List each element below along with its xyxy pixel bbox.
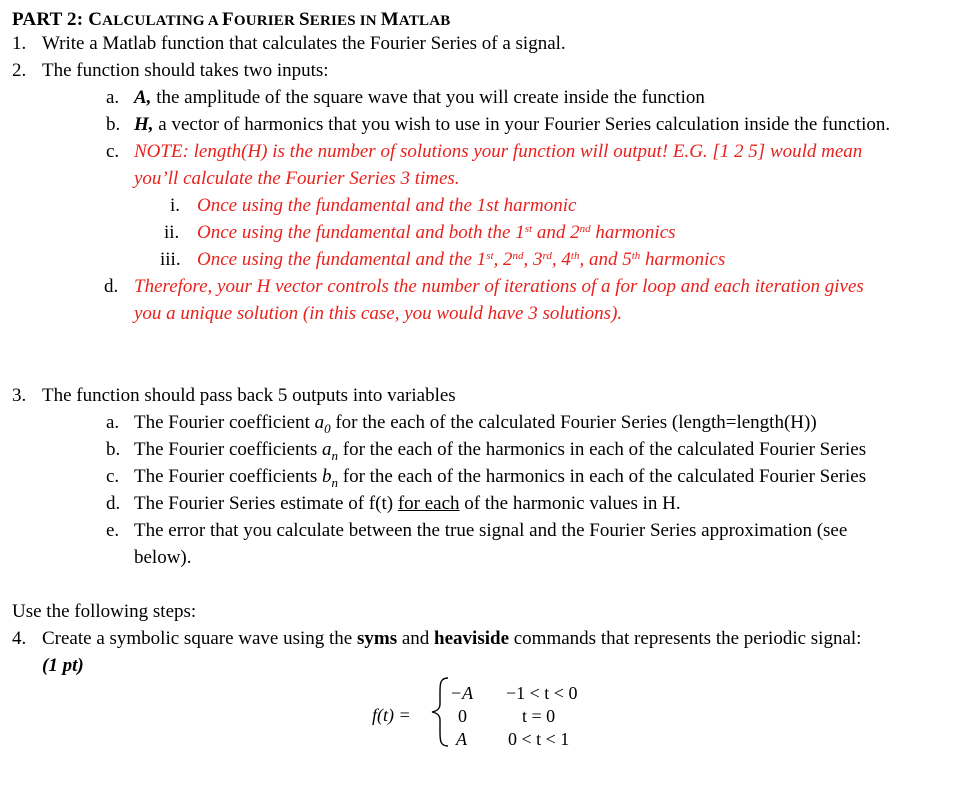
note-line-1: NOTE: length(H) is the number of solutions your function will output! E.G. [1 2 5] would mean: [134, 141, 863, 162]
roman-item-ii-text: [197, 219, 676, 246]
ordinal-suffix: rd: [542, 250, 552, 262]
title-part: PART 2:: [12, 9, 89, 30]
sub-item-3d-text: [134, 490, 681, 517]
ordinal-suffix: st: [486, 250, 494, 262]
steps-heading: Use the following steps:: [12, 601, 197, 622]
coefficient-subscript: n: [331, 474, 338, 490]
title-small: ATLAB: [398, 13, 451, 29]
list-item-1-number: 1.: [12, 33, 27, 54]
coefficient-symbol: a: [322, 439, 332, 460]
text-run: The Fourier Series estimate of f(t): [134, 493, 398, 514]
list-item-4-number: 4.: [12, 628, 27, 649]
title-cap: C: [88, 9, 103, 30]
text-run: harmonics: [590, 222, 676, 243]
sub-item-3a-number: a.: [106, 412, 120, 433]
roman-item-ii-number: ii.: [164, 222, 180, 243]
sub-item-2b-text: [134, 111, 890, 138]
case-2-value: 0: [458, 706, 467, 726]
title-small: OURIER: [233, 13, 299, 29]
text-run: , 2: [493, 249, 513, 270]
sub-item-2a-desc: the amplitude of the square wave that you will create inside the function: [151, 87, 705, 108]
sub-item-3e-line-1: The error that you calculate between the true signal and the Fourier Series approximation (see: [134, 520, 848, 541]
text-run: The Fourier coefficients: [134, 466, 322, 487]
ordinal-suffix: th: [570, 250, 580, 262]
equation-lhs: f(t) =: [372, 705, 411, 725]
sub-item-3e-number: e.: [106, 520, 120, 541]
param-a: A,: [134, 87, 152, 108]
text-run: and: [397, 628, 435, 649]
sub-item-2c-number: c.: [106, 141, 120, 162]
case-1-value: −A: [450, 683, 474, 703]
sub-item-3c-text: [134, 463, 866, 490]
coefficient-symbol: b: [322, 466, 332, 487]
text-run: , 4: [551, 249, 571, 270]
text-run: The Fourier coefficients: [134, 439, 322, 460]
ordinal-suffix: nd: [512, 250, 524, 262]
coefficient-symbol: a: [314, 412, 325, 433]
roman-item-iii-number: iii.: [160, 249, 181, 270]
text-run: for the each of the harmonics in each of the calculated Fourier Series: [338, 466, 867, 487]
list-item-2-text: The function should takes two inputs:: [42, 60, 329, 81]
param-h: H,: [134, 114, 154, 135]
coefficient-subscript: n: [331, 447, 338, 463]
text-run: , 3: [523, 249, 543, 270]
text-run: for the each of the calculated Fourier Series (length=length(H)): [330, 412, 817, 433]
list-item-3-text: The function should pass back 5 outputs into variables: [42, 385, 456, 406]
text-run: , and 5: [579, 249, 632, 270]
sub-item-2d-number: d.: [104, 276, 119, 297]
text-run: Once using the fundamental and the 1: [197, 249, 487, 270]
title-small: ALCULATING A: [102, 13, 223, 29]
underlined-text: for each: [397, 493, 460, 514]
list-item-1-text: Write a Matlab function that calculates the Fourier Series of a signal.: [42, 33, 566, 54]
roman-item-iii-text: [197, 246, 725, 273]
sub-item-2a-text: [134, 84, 705, 111]
sub-item-3b-number: b.: [106, 439, 121, 460]
list-item-4-text: [42, 625, 861, 652]
points-label: (1 pt): [42, 655, 84, 676]
case-3-value: A: [456, 729, 467, 749]
sub-item-2d-line-1: Therefore, your H vector controls the number of iterations of a for loop and each iteration gives: [134, 276, 864, 297]
sub-item-2a-number: a.: [106, 87, 120, 108]
case-3-condition: 0 < t < 1: [508, 729, 570, 749]
ordinal-suffix: nd: [579, 223, 591, 235]
roman-item-i-text: Once using the fundamental and the 1st harmonic: [197, 195, 577, 216]
command-syms: syms: [356, 628, 398, 649]
sub-item-2b-number: b.: [106, 114, 121, 135]
case-2-condition: t = 0: [522, 706, 556, 726]
sub-item-3e-line-2: below).: [134, 547, 192, 568]
text-run: of the harmonic values in H.: [459, 493, 681, 514]
title-cap: M: [380, 9, 399, 30]
roman-item-i-number: i.: [170, 195, 181, 216]
sub-item-3d-number: d.: [106, 493, 121, 514]
list-item-2-number: 2.: [12, 60, 27, 81]
coefficient-subscript: 0: [324, 420, 331, 436]
command-heaviside: heaviside: [434, 628, 509, 649]
text-run: commands that represents the periodic signal:: [509, 628, 862, 649]
case-1-condition: −1 < t < 0: [506, 683, 578, 703]
title-small: ERIES IN: [309, 13, 381, 29]
sub-item-2b-desc: a vector of harmonics that you wish to use in your Fourier Series calculation inside the function.: [153, 114, 891, 135]
sub-item-3c-number: c.: [106, 466, 120, 487]
title-cap: S: [299, 9, 310, 30]
ordinal-suffix: st: [524, 223, 533, 235]
title-cap: F: [222, 9, 234, 30]
sub-item-3b-text: [134, 436, 866, 463]
text-run: Once using the fundamental and both the 1: [197, 222, 525, 243]
ordinal-suffix: th: [631, 250, 641, 262]
text-run: Create a symbolic square wave using the: [42, 628, 357, 649]
sub-item-3a-text: [134, 409, 817, 436]
note-line-2: you’ll calculate the Fourier Series 3 times.: [134, 168, 460, 189]
text-run: The Fourier coefficient: [134, 412, 315, 433]
list-item-3-number: 3.: [12, 385, 27, 406]
sub-item-2d-line-2: you a unique solution (in this case, you would have 3 solutions).: [134, 303, 623, 324]
text-run: and 2: [532, 222, 580, 243]
text-run: for the each of the harmonics in each of the calculated Fourier Series: [338, 439, 867, 460]
text-run: harmonics: [640, 249, 726, 270]
